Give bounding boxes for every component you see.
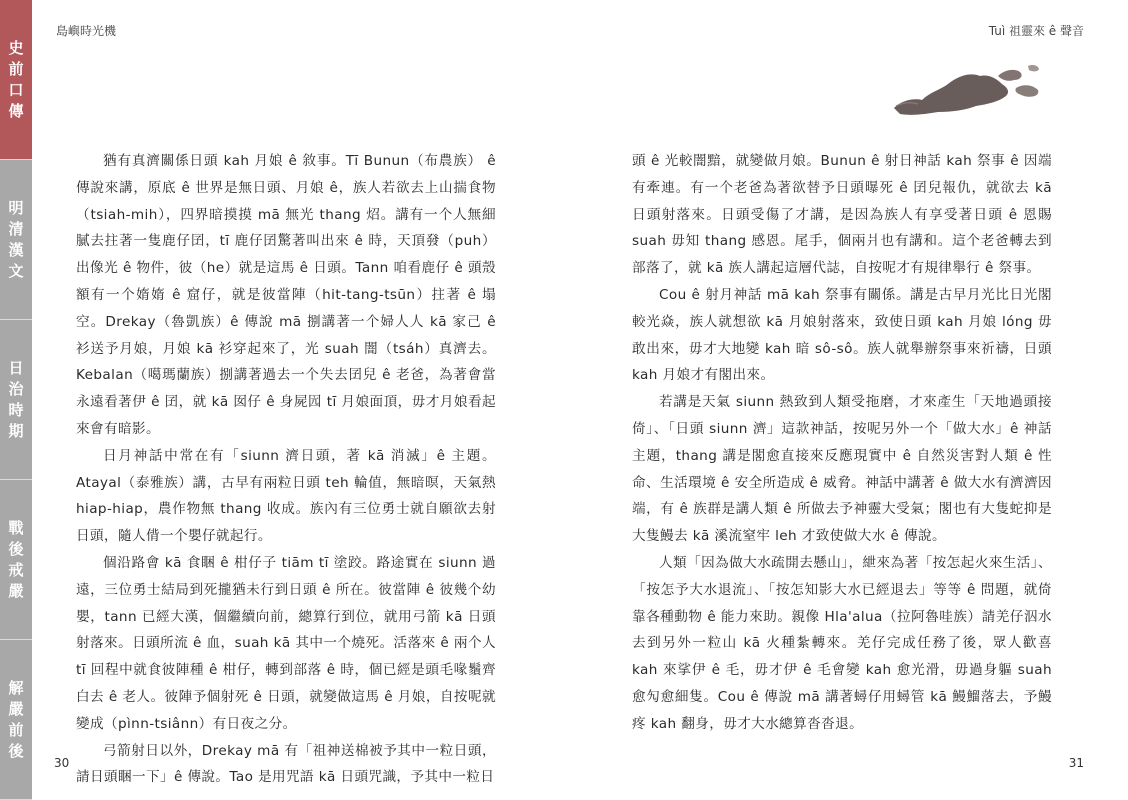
page-number-left: 30 [54,756,70,770]
ink-brush-illustration [892,62,1042,120]
ink-blob-main [894,74,1008,114]
paragraph: 日月神話中常在有「siunn 濟日頭，著 kā 消滅」ê 主題。Atayal（泰雅族）講，古早有兩粒日頭 teh 輪值，無暗暝，天氣熱 hiap-hiap，農作物無 thang 收成。族內有三位勇士就自願欲去射日頭，隨人偝一个嬰仔就起行。 [76,447,496,545]
paragraph: 若講是天氣 siunn 熱致到人類受拖磨，才來產生「天地過頭接倚」、「日頭 siunn 濟」這款神話，按呢另外一个「做大水」ê 神話主題，thang 講是閣愈直接來反應現實中 ê 自然災害對人類 ê 性命、生活環境 ê 安全所造成 ê 威脅。神話中講著 ê 做大水有濟濟因端，有 ê 族群是講人類 ê 所做去予神靈大受氣；閣也有大隻蛇抑是大隻鰻去 kā 溪流窒牢 leh 才致使做大水 ê 傳說。 [632,394,1052,545]
right-page-body [632,148,1052,738]
section-tab-strip [0,0,32,800]
paragraph: 個沿路會 kā 食睏 ê 柑仔子 tiām tī 塗跤。路途實在 siunn 過遠，三位勇士結局到死攏猶未行到日頭 ê 所在。彼當陣 ê 彼幾个幼嬰，tann 已經大漢，個繼續向前，總算行到位，就用弓箭 kā 日頭射落來。日頭所流 ê 血，suah kā 其中一个燒死。活落來 ê 兩个人 tī 回程中就食彼陣種 ê 柑仔，轉到部落 ê 時，個已經是頭毛喙鬚齊白去 ê 老人。彼陣予個射死 ê 日頭，就變做這馬 ê 月娘，自按呢就變成（pìnn-tsiânn）有日夜之分。 [76,554,496,732]
ink-blob-small-2 [1015,85,1038,97]
paragraph: 頭 ê 光較闇黯，就變做月娘。Bunun ê 射日神話 kah 祭事 ê 因端有牽連。有一个老爸為著欲替予日頭曝死 ê 囝兒報仇，就欲去 kā 日頭射落來。日頭受傷了才講，是因為族人有享受著日頭 ê 恩賜 suah 毋知 thang 感恩。尾手，個兩爿也有講和。這个老爸轉去到部落了，就 kā 族人講起這層代誌，自按呢才有規律舉行 ê 祭事。 [632,153,1052,277]
section-tab-3[interactable]: 日 治 時 期 [0,320,32,480]
paragraph: 人類「因為做大水疏開去懸山」，紲來為著「按怎起火來生活」、「按怎予大水退流」、「按怎知影大水已經退去」等等 ê 問題，就倚靠各種動物 ê 能力來助。親像 Hla'alua（拉阿魯哇族）請羌仔泅水去到另外一粒山 kā 火種紮轉來。羌仔完成任務了後，眾人歡喜 kah 來挲伊 ê 毛，毋才伊 ê 毛會變 kah 愈光滑，毋過身軀 suah 愈勼愈細隻。Cou ê 傳說 mā 講著蟳仔用蟳管 kā 鰻鰡落去，予鰻疼 kah 翻身，毋才大水總算沓沓退。 [632,554,1052,732]
paragraph: 猶有真濟關係日頭 kah 月娘 ê 敘事。Tī Bunun（布農族） ê 傳說來講，原底 ê 世界是無日頭、月娘 ê，族人若欲去上山揣食物（tsiah-mih），四界暗摸摸 mā 無光 thang 炤。講有一个人無細膩去拄著一隻鹿仔囝，tī 鹿仔囝驚著叫出來 ê 時，天頂發（puh）出像光 ê 物件，彼（he）就是這馬 ê 日頭。Tann 咱看鹿仔 ê 頭殼額有一个媠媠 ê 窟仔，就是彼當陣（hit-tang-tsūn）拄著 ê 塌空。Drekay（魯凱族）ê 傳說 mā 捌講著一个婦人人 kā 家己 ê 衫送予月娘，月娘 kā 衫穿起來了，光 suah 闇（tsáh）真濟去。Kebalan（噶瑪蘭族）捌講著過去一个失去囝兒 ê 老爸，為著會當永遠看著伊 ê 囝，就 kā 囡仔 ê 身屍囥 tī 月娘面頂，毋才月娘看起來會有暗影。 [76,153,496,437]
section-tab-4[interactable]: 戰 後 戒 嚴 [0,480,32,640]
ink-blob-small-1 [998,70,1022,81]
running-head-book-title: 島嶼時光機 [56,24,117,38]
section-tab-1[interactable]: 史 前 口 傳 [0,0,32,160]
running-head-chapter-title: Tuì 祖靈來 ê 聲音 [988,24,1084,38]
left-page-body [76,148,496,791]
section-tab-5[interactable]: 解 嚴 前 後 [0,640,32,800]
paragraph: Cou ê 射月神話 mā kah 祭事有關係。講是古早月光比日光閣較光焱，族人就想欲 kā 月娘射落來，致使日頭 kah 月娘 lóng 毋敢出來，毋才大地變 kah 暗 sô-sô。族人就舉辦祭事來祈禱，日頭 kah 月娘才有閣出來。 [632,286,1052,384]
page-number-right: 31 [1068,756,1084,770]
paragraph: 弓箭射日以外，Drekay mā 有「祖神送棉被予其中一粒日頭，請日頭睏一下」ê 傳說。Tao 是用咒語 kā 日頭咒識，予其中一粒日 [76,742,496,786]
section-tab-2[interactable]: 明 清 漢 文 [0,160,32,320]
ink-blob-small-3 [1028,65,1039,71]
